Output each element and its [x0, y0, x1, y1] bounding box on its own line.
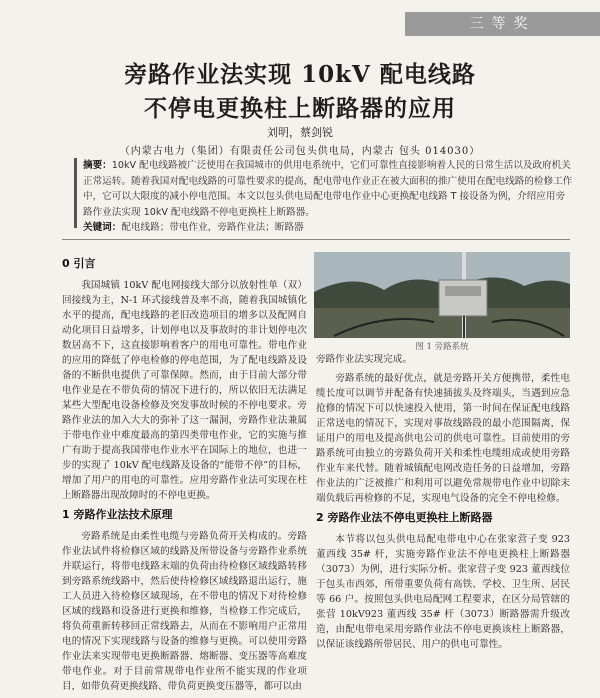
abstract-label: 摘要： — [83, 160, 112, 171]
keywords-text: 配电线路；带电作业，旁路作业法；断路器 — [121, 222, 304, 233]
section-heading: 2 旁路作业法不停电更换柱上断路器 — [316, 511, 493, 524]
abstract-text: 10kV 配电线路被广泛使用在我国城市的供用电系统中，它们可靠性直接影响着人民的日常生活以及政府机关正常运转。随着我国对配电线路的可靠性要求的提高，配电带电作业正在被大面积的推广使用在配电线路的检修工作中，它可以大限度的减小停电范围。本文以包头供电局配电带电作业中心更换配电线路 T 接设备为例，介绍应用旁路作业法实现 10kV 配电线路不停电更换柱上断路器。 — [83, 160, 573, 218]
right-column — [316, 352, 570, 656]
photo-illustration — [314, 252, 570, 338]
paragraph: 旁路作业法实现完成。 — [316, 354, 412, 365]
article-title-line1: 旁路作业法实现 10kV 配电线路 — [124, 61, 476, 88]
paragraph: 我国城镇 10kV 配电网接线大部分以放射性单（双）回接线为主，N-1 环式接线普及率不高，随着我国城镇化水平的提高，配电线路的老旧改造项目的增多以及配网自动化项目日益增多，计划停电以及事故时的非计划停电次数居高不下，这直接影响着客户的用电可靠性。带电作业的应用的降低了停电检修的停电范围，为了配电线路及设备的不断供电提供了可靠保障。然而，由于目前大部分带电作业是在不带负荷的情况下进行的，所以依旧无法满足某些大型配电设备检修及突发事故时候的不停电要求。旁路作业法的加入大大的弥补了这一漏洞，旁路作业法兼属于带电作业中难度最高的第四类带电作业，它的实施与推广有助于提高我国带电作业水平在国际上的地位，也进一步的实现了 10kV 配电线路及设备的“能带不停”的目标，增加了用户的用电的可靠性。应用旁路作业法可实现在柱上断路器出现故障时的不停电更换。 — [62, 280, 307, 501]
keywords — [83, 220, 573, 236]
affiliation: （内蒙古电力（集团）有限责任公司包头供电局，内蒙古 包头 014030） — [119, 146, 481, 157]
award-badge: 三等奖 — [405, 12, 600, 36]
figure-caption: 图 1 旁路系统 — [415, 342, 469, 352]
article-title-line2: 不停电更换柱上断路器的应用 — [144, 95, 456, 122]
section-heading: 0 引言 — [62, 257, 96, 270]
section-heading: 1 旁路作业法技术原理 — [62, 508, 173, 521]
paragraph: 本节将以包头供电局配电带电中心在张家营子变 923 董西线 35# 杆，实施旁路作业法不停电更换柱上断路器（3073）为例，进行实际分析。张家营子变 923 董西线位于包头市西郊，所带重要负荷有高铁、学校、卫生所、居民等 66 户。按照包头供电局配网工程要求，在区分局管辖的张营 10kV923 董西线 35# 杆（3073）断路器需升级改造，由配电带电采用旁路作业法不停电更换该柱上断路器，以保证该线路所带居民、用户的供电可靠性。 — [316, 534, 570, 650]
divider — [62, 239, 570, 240]
left-column — [62, 252, 307, 698]
authors: 刘明，蔡剑锐 — [267, 126, 333, 139]
keywords-label: 关键词： — [83, 222, 122, 233]
paragraph: 旁路系统是由柔性电缆与旁路负荷开关构成的。旁路作业法试件将检修区域的线路及所带设备与旁路作业系统并联运行，将带电线路末端的负荷由待检修区域线路转移到旁路系统线路中，然后使待检修区域线路退出运行，施工人员进入待检修区域现场，在不带电的情况下对待检修区域的线路和设备进行更换和维修，当检修工作完成后，将负荷重新转移回正常线路去，从而在不影响用户正常用电的情况下实现线路与设备的维修与更换。可以使用旁路作业法来实现带电更换断路器、熔断器、变压器等高难度带电作业。对于目前常规带电作业所不能实现的作业项目，如带负荷更换线路、带负荷更换变压器等，都可以由 — [62, 531, 307, 692]
bypass-system-photo — [314, 252, 570, 338]
paragraph: 旁路系统的最好优点，就是旁路开关方便携带，柔性电缆长度可以调节并配备有快速插拔头及终端头，当遇到应急抢修的情况下可以快速投入使用，第一时间在保证配电线路正常送电的情况下，实现对事故线路段的最小范围隔离，保证用户的用电及提高供电公司的供电可靠性。目前使用的旁路系统可由独立的旁路负荷开关和柔性电缆组成或使用旁路作业车来代替。随着城镇配电网改造任务的日益增加，旁路作业法的广泛被推广和利用可以避免常规带电作业中切除末端负载后再检修的不足，实现电气设备的完全不停电检修。 — [316, 373, 570, 504]
abstract — [83, 158, 573, 220]
abstract-block — [74, 158, 573, 233]
